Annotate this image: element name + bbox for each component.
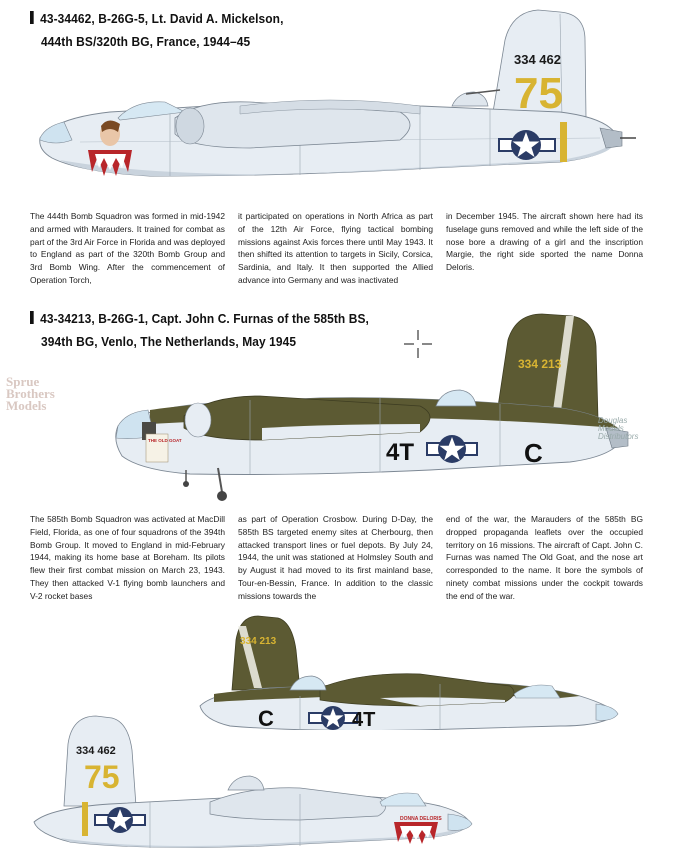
profile3-tail-serial: 334 213 bbox=[240, 636, 277, 647]
profile1-title-line1: 43-34462, B-26G-5, Lt. David A. Mickelson, bbox=[40, 11, 284, 26]
profile1-text-col2: it participated on operations in North Africa as part of the 12th Air Force, flying tactical bombing missions against Axis forces there until May 1943. It then shifted its attention to targets in Sicily, Corsica, Sardinia, and Italy. It then supported the Allied advance into Germany and was inactivated bbox=[238, 211, 433, 285]
profile2-text-col1: The 585th Bomb Squadron was activated at MacDill Field, Florida, as one of four squadrons of the 394th Bomb Group. It moved to England in mid-February 1944, making its home base at Boreham. Its pilots flew their first combat mission on March 23, 1943. They then attacked V-1 flying bomb launchers and V-2 rocket bases bbox=[30, 514, 225, 601]
profile4-tail-code: 75 bbox=[84, 759, 120, 795]
watermark-right bbox=[598, 417, 638, 441]
profile4-aircraft-illustration bbox=[0, 710, 673, 855]
profile1-aircraft-illustration bbox=[0, 0, 673, 210]
profile4-tail-serial: 334 462 bbox=[76, 745, 116, 757]
profile2-code-left: 4T bbox=[386, 439, 415, 466]
watermark-right2: Models bbox=[598, 424, 624, 433]
profile3-code-right: 4T bbox=[352, 709, 376, 730]
watermark-line1: Sprue bbox=[6, 374, 40, 389]
profile2-aircraft-illustration bbox=[0, 300, 673, 510]
profile1-title-line2: 444th BS/320th BG, France, 1944–45 bbox=[41, 34, 251, 49]
profile4-nose-art-text: DONNA DELORIS bbox=[400, 816, 442, 822]
profile3-code-left: C bbox=[258, 706, 274, 730]
profile1-tail-serial: 334 462 bbox=[514, 52, 561, 67]
watermark-left bbox=[6, 376, 55, 412]
profile1-tail-code: 75 bbox=[514, 69, 563, 118]
profile1-text-col3: in December 1945. The aircraft shown here had its fuselage guns removed and while the left side of the nose bore a drawing of a girl and the inscription Margie, the right side sported the name Donna Deloris. bbox=[446, 211, 643, 273]
profile2-title-line2: 394th BG, Venlo, The Netherlands, May 1945 bbox=[41, 334, 297, 349]
profile4-nose-art bbox=[394, 822, 438, 844]
profile1-text-col1: The 444th Bomb Squadron was formed in mid-1942 and armed with Marauders. It trained for combat as part of the 3rd Air Force in Florida and was deployed to England as part of the 320th Bomb Group and 3rd Bomb Wing. After the commencement of Operation Torch, bbox=[30, 211, 225, 285]
profile2-code-right: C bbox=[524, 438, 543, 468]
watermark-line2: Brothers bbox=[6, 386, 55, 401]
watermark-right3: Distributors bbox=[598, 432, 639, 441]
profile2-nose-art: THE OLD GOAT bbox=[148, 438, 182, 443]
profile2-title-line1: 43-34213, B-26G-1, Capt. John C. Furnas of the 585th BS, bbox=[40, 311, 369, 326]
watermark-right1: Douglas bbox=[598, 416, 628, 425]
profile2-text-col2: as part of Operation Crosbow. During D-Day, the 585th BS targeted enemy sites at Cherbourg, then attacked transport lines or fuel depots. By July 24, 1944, the unit was stationed at Holmsley South and by August it had moved to its first mainland base, Tour-en-Bessin, France. In addition to the classic missions towards the bbox=[238, 514, 433, 601]
profile2-tail-serial: 334 213 bbox=[518, 357, 562, 371]
profile2-text-col3: end of the war, the Marauders of the 585th BG dropped propaganda leaflets over the occupied territory on 16 missions. The aircraft of Capt. John C. Furnas was named The Old Goat, and the nose art corresponded to the name. It bore the symbols of ninety combat missions under the cockpit towards the end of the war. bbox=[446, 514, 643, 601]
watermark-line3: Models bbox=[6, 398, 47, 413]
